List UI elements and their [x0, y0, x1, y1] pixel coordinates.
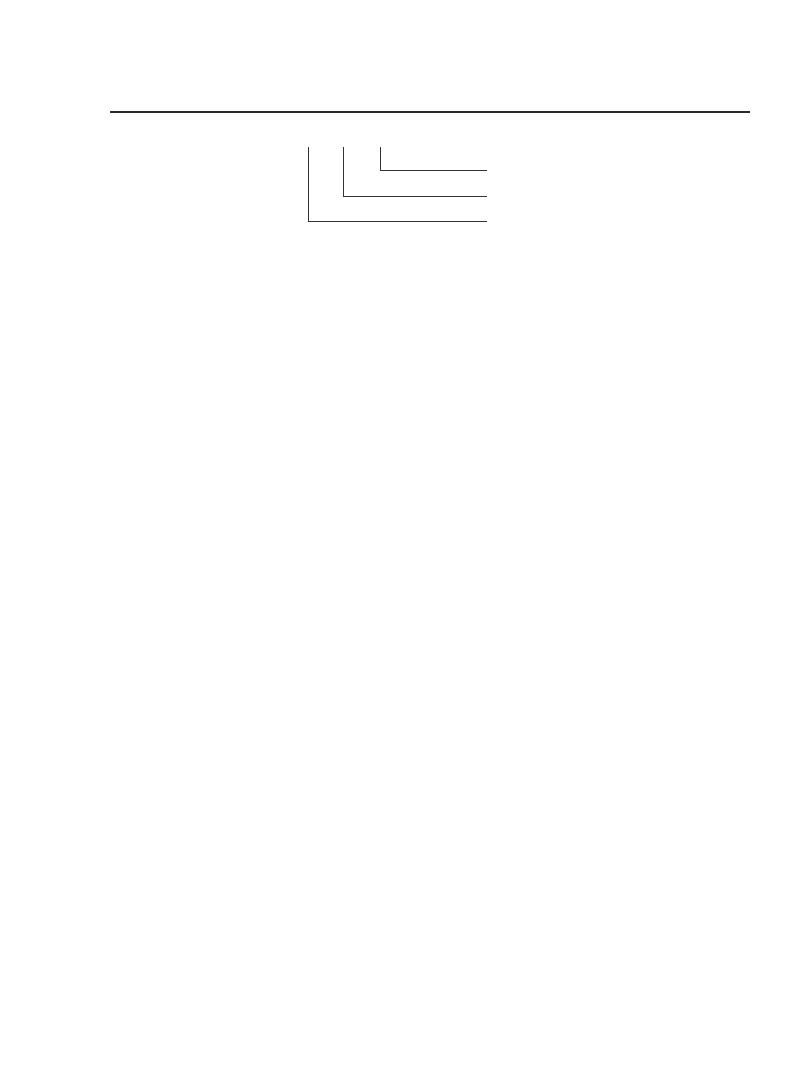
- section-heading-4-1-2: [115, 412, 155, 427]
- header-rule: [110, 111, 750, 113]
- leader-line: [343, 196, 487, 197]
- leader-line: [343, 147, 344, 197]
- section-heading-4-2: [115, 550, 155, 565]
- section-heading-4-3: [115, 596, 155, 611]
- section-heading-4-1: [115, 343, 155, 358]
- leader-line: [380, 147, 381, 171]
- section-heading-4-3-2: [115, 665, 155, 680]
- leader-line: [308, 147, 309, 222]
- section-heading-4-1-3: [115, 458, 155, 473]
- section-heading-4-1-1: [115, 366, 155, 381]
- section-heading-4: [115, 312, 139, 327]
- leader-line: [308, 221, 487, 222]
- section-heading-4-3-1: [115, 642, 155, 657]
- section-heading-4-3-3: [115, 688, 155, 703]
- leader-line: [380, 170, 487, 171]
- section-heading-3-6-3: [115, 235, 155, 250]
- section-heading-4-1-4: [115, 504, 155, 519]
